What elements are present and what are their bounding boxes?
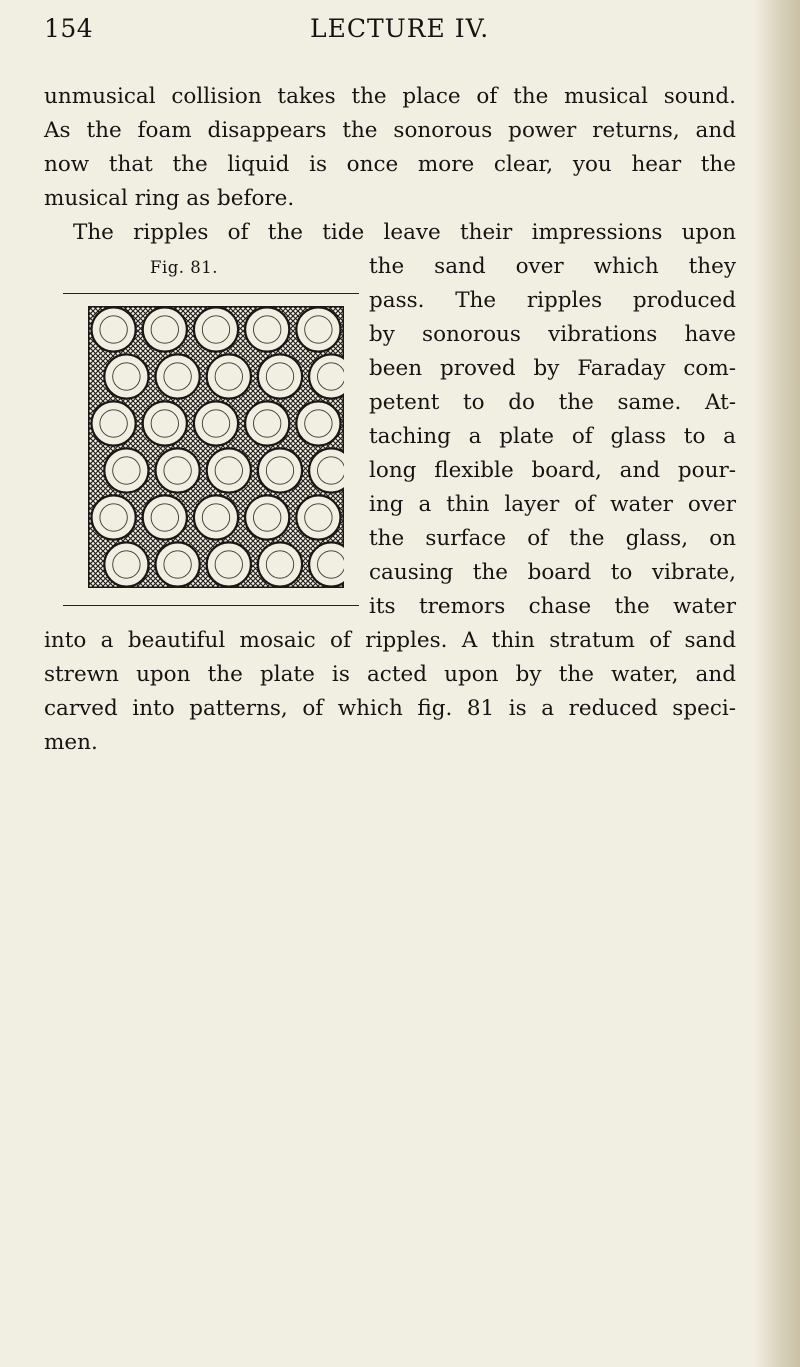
body-line: long flexible board, and pour-	[369, 458, 736, 483]
figure-caption: Fig. 81.	[150, 258, 219, 277]
ripple-ring	[92, 401, 136, 445]
body-line: ing a thin layer of water over	[369, 492, 736, 517]
ripple-ring	[296, 307, 340, 351]
body-line: the surface of the glass, on	[369, 526, 736, 551]
body-line: petent to do the same. At-	[369, 390, 736, 415]
ripple-ring	[156, 448, 200, 492]
body-line: men.	[44, 730, 98, 755]
paragraph-first-line: The ripples of the tide leave their impressions upon	[73, 220, 736, 245]
ripple-ring	[92, 307, 136, 351]
ripple-ring	[104, 542, 148, 586]
body-line: causing the board to vibrate,	[369, 560, 736, 585]
ripple-ring	[207, 354, 251, 398]
ripple-ring	[245, 307, 289, 351]
ripple-ring	[143, 495, 187, 539]
body-line: into a beautiful mosaic of ripples. A thin stratum of sand	[44, 628, 736, 653]
body-line: unmusical collision takes the place of the musical sound.	[44, 84, 736, 109]
ripple-ring	[156, 354, 200, 398]
ripple-ring	[92, 495, 136, 539]
page-number: 154	[44, 14, 94, 43]
ripple-ring	[194, 495, 238, 539]
ripple-ring	[143, 401, 187, 445]
ripple-ring	[194, 307, 238, 351]
body-line: As the foam disappears the sonorous power returns, and	[44, 118, 736, 143]
ripple-ring	[309, 448, 344, 492]
ripple-ring	[207, 542, 251, 586]
page-header	[44, 14, 744, 54]
ripple-ring	[245, 495, 289, 539]
ripple-ring	[258, 542, 302, 586]
ripple-ring	[258, 448, 302, 492]
ripple-mosaic-figure	[88, 306, 344, 588]
ripple-ring	[309, 354, 344, 398]
ripple-ring	[143, 307, 187, 351]
ripple-ring	[296, 401, 340, 445]
ripple-ring	[296, 495, 340, 539]
ripple-ring	[309, 542, 344, 586]
body-line: the sand over which they	[369, 254, 736, 279]
body-line: by sonorous vibrations have	[369, 322, 736, 347]
body-line: been proved by Faraday com-	[369, 356, 736, 381]
ripple-ring	[245, 401, 289, 445]
body-line: strewn upon the plate is acted upon by the water, and	[44, 662, 736, 687]
body-line: pass. The ripples produced	[369, 288, 736, 313]
ripple-ring	[156, 542, 200, 586]
ripple-ring	[207, 448, 251, 492]
page-edge-shadow	[754, 0, 800, 1367]
body-line: carved into patterns, of which fig. 81 is a reduced speci-	[44, 696, 736, 721]
body-line: taching a plate of glass to a	[369, 424, 736, 449]
ripple-ring	[104, 448, 148, 492]
running-head: LECTURE IV.	[310, 14, 490, 43]
body-line: now that the liquid is once more clear, you hear the	[44, 152, 736, 177]
ripple-ring	[194, 401, 238, 445]
ripple-ring	[104, 354, 148, 398]
ripple-ring	[258, 354, 302, 398]
body-line: musical ring as before.	[44, 186, 295, 211]
body-line: its tremors chase the water	[369, 594, 736, 619]
ripple-mosaic-image	[88, 306, 344, 588]
